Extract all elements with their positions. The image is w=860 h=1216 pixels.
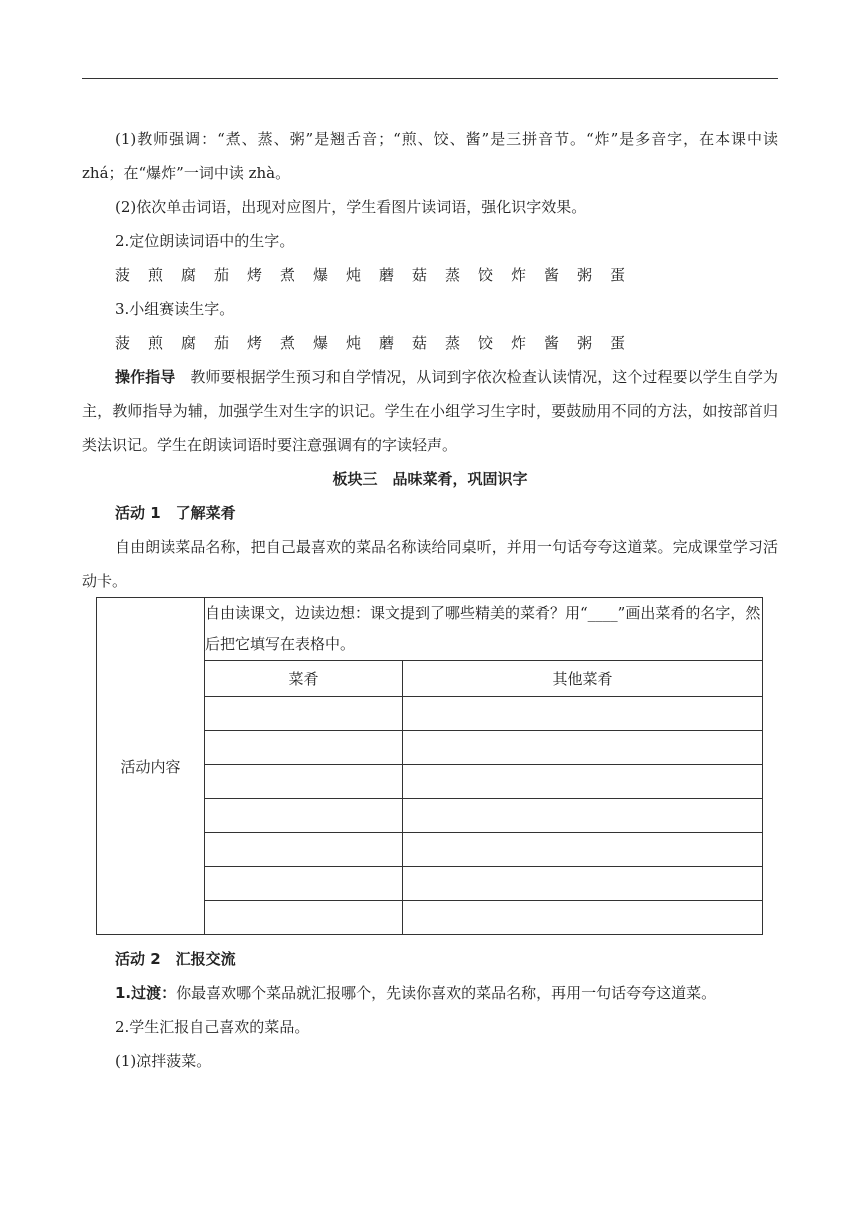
character-item: 蛋: [610, 334, 626, 352]
character-item: 菠: [115, 334, 131, 352]
dish-cell[interactable]: [205, 799, 403, 833]
table-row: [205, 833, 762, 867]
character-item: 蛋: [610, 266, 626, 284]
report-step: 2.学生汇报自己喜欢的菜品。: [115, 1018, 310, 1036]
other-dish-cell[interactable]: [403, 867, 763, 901]
transition-paragraph: [82, 976, 778, 1010]
character-item: 蘑: [379, 334, 395, 352]
other-dish-cell[interactable]: [403, 765, 763, 799]
other-dish-cell[interactable]: [403, 799, 763, 833]
character-item: 煎: [148, 334, 164, 352]
activity-1-text: 自由朗读菜品名称，把自己最喜欢的菜品名称读给同桌听，并用一句话夸夸这道菜。完成课堂学习活动卡。: [82, 538, 778, 590]
table-row: [205, 697, 762, 731]
activity-1-heading: 活动 1 了解菜肴: [115, 504, 236, 522]
character-item: 煎: [148, 266, 164, 284]
character-item: 烤: [247, 266, 263, 284]
character-item: 酱: [544, 266, 560, 284]
character-list-1: [82, 258, 778, 292]
step-3-heading: 3.小组赛读生字。: [115, 300, 235, 318]
dish-cell[interactable]: [205, 833, 403, 867]
header-rule: [82, 78, 778, 79]
character-item: 炸: [511, 266, 527, 284]
other-dish-cell[interactable]: [403, 901, 763, 935]
character-item: 腐: [181, 266, 197, 284]
click-words-paragraph: (2)依次单击词语，出现对应图片，学生看图片读词语，强化识字效果。: [115, 198, 587, 216]
character-item: 菇: [412, 334, 428, 352]
character-item: 煮: [280, 334, 296, 352]
character-item: 煮: [280, 266, 296, 284]
report-item-1: (1)凉拌菠菜。: [115, 1052, 212, 1070]
other-dish-column-header: 其他菜肴: [403, 661, 763, 697]
character-item: 菇: [412, 266, 428, 284]
character-item: 蒸: [445, 266, 461, 284]
dish-cell[interactable]: [205, 867, 403, 901]
lesson-body: [82, 122, 778, 598]
character-item: 爆: [313, 334, 329, 352]
step-2-heading: 2.定位朗读词语中的生字。: [115, 232, 295, 250]
dish-cell[interactable]: [205, 901, 403, 935]
dish-cell[interactable]: [205, 697, 403, 731]
operation-guide-text: 教师要根据学生预习和自学情况，从词到字依次检查认读情况，这个过程要以学生自学为主，教师指导为辅，加强学生对生字的识记。学生在小组学习生字时，要鼓励用不同的方法，如按部首归类法识记。学生在朗读词语时要注意强调有的字读轻声。: [82, 368, 778, 454]
other-dish-cell[interactable]: [403, 833, 763, 867]
table-row: [205, 799, 762, 833]
table-row: [205, 765, 762, 799]
character-item: 炸: [511, 334, 527, 352]
character-item: 饺: [478, 334, 494, 352]
operation-guide-paragraph: [82, 360, 778, 462]
section-title: 板块三 品味菜肴，巩固识字: [332, 470, 528, 488]
dish-column-header: 菜肴: [205, 661, 403, 697]
character-item: 茄: [214, 334, 230, 352]
table-row: [205, 901, 762, 935]
activity-2-section: [82, 942, 778, 1078]
character-item: 粥: [577, 266, 593, 284]
character-list-2: [82, 326, 778, 360]
character-item: 蘑: [379, 266, 395, 284]
dish-table: [205, 661, 762, 934]
operation-guide-label: 操作指导: [115, 368, 176, 386]
activity-2-heading: 活动 2 汇报交流: [115, 950, 236, 968]
character-item: 烤: [247, 334, 263, 352]
table-row: [205, 731, 762, 765]
other-dish-cell[interactable]: [403, 697, 763, 731]
character-item: 菠: [115, 266, 131, 284]
transition-label: 1.过渡：: [115, 984, 177, 1002]
character-item: 蒸: [445, 334, 461, 352]
dish-cell[interactable]: [205, 765, 403, 799]
character-item: 腐: [181, 334, 197, 352]
character-item: 炖: [346, 266, 362, 284]
character-item: 饺: [478, 266, 494, 284]
activity-prompt: 自由读课文，边读边想：课文提到了哪些精美的菜肴？用“____”画出菜肴的名字，然后把它填写在表格中。: [205, 598, 763, 661]
activity-card: [96, 597, 763, 935]
character-item: 炖: [346, 334, 362, 352]
dish-cell[interactable]: [205, 731, 403, 765]
activity-content-label: 活动内容: [97, 598, 205, 935]
other-dish-cell[interactable]: [403, 731, 763, 765]
character-item: 爆: [313, 266, 329, 284]
character-item: 粥: [577, 334, 593, 352]
character-item: 酱: [544, 334, 560, 352]
character-item: 茄: [214, 266, 230, 284]
table-row: [205, 867, 762, 901]
transition-text: 你最喜欢哪个菜品就汇报哪个，先读你喜欢的菜品名称，再用一句话夸夸这道菜。: [176, 984, 717, 1002]
teacher-emphasis-paragraph: (1)教师强调：“煮、蒸、粥”是翘舌音；“煎、饺、酱”是三拼音节。“炸”是多音字，在本课中读 zhá；在“爆炸”一词中读 zhà。: [82, 130, 778, 182]
